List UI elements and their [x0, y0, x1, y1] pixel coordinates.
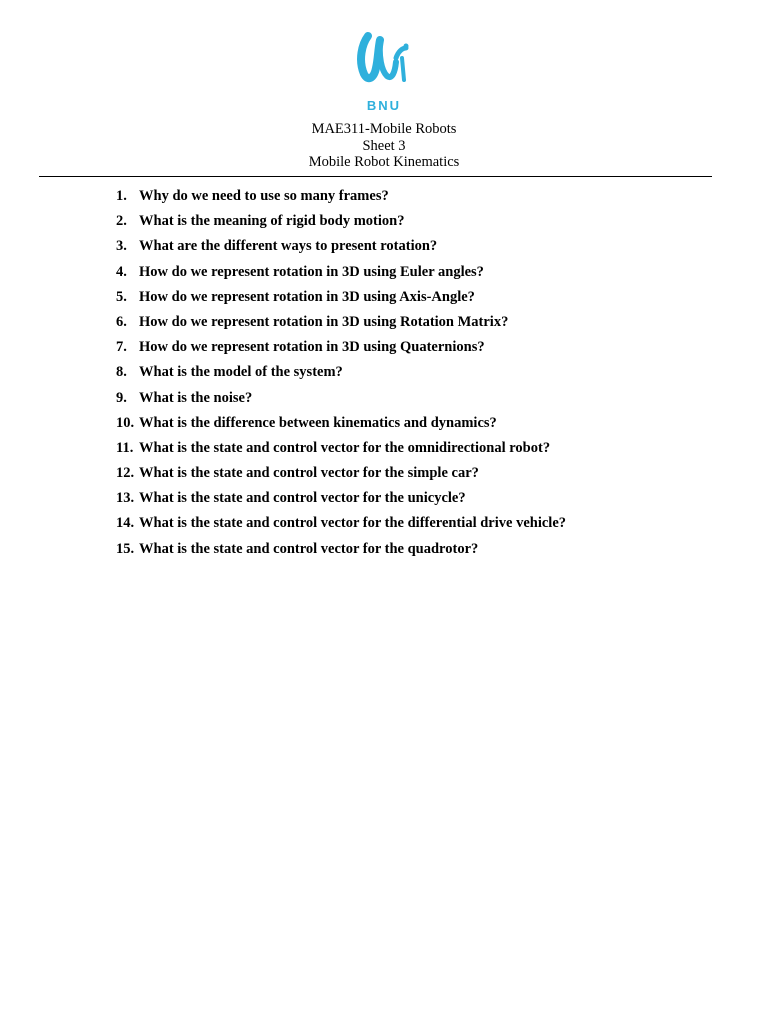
question-text: What is the state and control vector for the unicycle? — [139, 490, 466, 507]
question-number: 7. — [116, 339, 127, 356]
question-number: 1. — [116, 188, 127, 204]
question-item — [116, 489, 566, 514]
question-text: What is the state and control vector for the simple car? — [139, 465, 479, 482]
question-item — [116, 288, 566, 313]
question-text: What is the meaning of rigid body motion? — [139, 213, 405, 230]
question-number: 6. — [116, 313, 127, 330]
question-text: What is the model of the system? — [139, 364, 343, 381]
question-number: 15. — [116, 540, 135, 557]
sheet-topic: Mobile Robot Kinematics — [308, 154, 460, 170]
question-item — [116, 338, 566, 363]
question-text: What is the state and control vector for the omnidirectional robot? — [139, 439, 551, 456]
question-number: 5. — [116, 288, 127, 305]
question-text: How do we represent rotation in 3D using Rotation Matrix? — [139, 313, 509, 330]
question-text: Why do we need to use so many frames? — [139, 188, 389, 204]
logo-text: BNU — [366, 98, 402, 113]
question-number: 11. — [116, 439, 134, 456]
course-title: MAE311-Mobile Robots — [311, 121, 457, 137]
question-item — [116, 313, 566, 338]
question-item — [116, 263, 566, 288]
question-number: 8. — [116, 364, 127, 381]
question-text: What is the state and control vector for the quadrotor? — [139, 540, 479, 557]
question-number: 3. — [116, 238, 127, 255]
question-number: 9. — [116, 389, 127, 406]
question-item — [116, 237, 566, 262]
question-item — [116, 212, 566, 237]
question-text: What are the different ways to present rotation? — [139, 238, 438, 255]
question-text: What is the difference between kinematics and dynamics? — [139, 414, 497, 431]
question-item — [116, 514, 566, 539]
university-logo — [352, 28, 416, 116]
question-text: What is the state and control vector for the differential drive vehicle? — [139, 515, 567, 532]
question-number: 4. — [116, 263, 127, 280]
question-number: 12. — [116, 465, 135, 482]
question-item — [116, 389, 566, 414]
question-item — [116, 187, 566, 212]
question-text: What is the noise? — [139, 389, 253, 406]
question-number: 13. — [116, 490, 135, 507]
question-item — [116, 414, 566, 439]
question-item — [116, 363, 566, 388]
question-item — [116, 439, 566, 464]
question-text: How do we represent rotation in 3D using Axis-Angle? — [139, 288, 475, 305]
question-item — [116, 464, 566, 489]
question-text: How do we represent rotation in 3D using Quaternions? — [139, 339, 485, 356]
question-number: 2. — [116, 213, 127, 230]
sheet-number: Sheet 3 — [362, 137, 406, 154]
question-item — [116, 540, 566, 565]
question-list — [116, 187, 566, 565]
question-text: How do we represent rotation in 3D using Euler angles? — [139, 263, 484, 280]
header-divider — [39, 176, 712, 177]
question-number: 10. — [116, 414, 135, 431]
bnu-logo-icon — [352, 28, 416, 94]
document-header — [0, 121, 768, 171]
question-number: 14. — [116, 515, 135, 532]
